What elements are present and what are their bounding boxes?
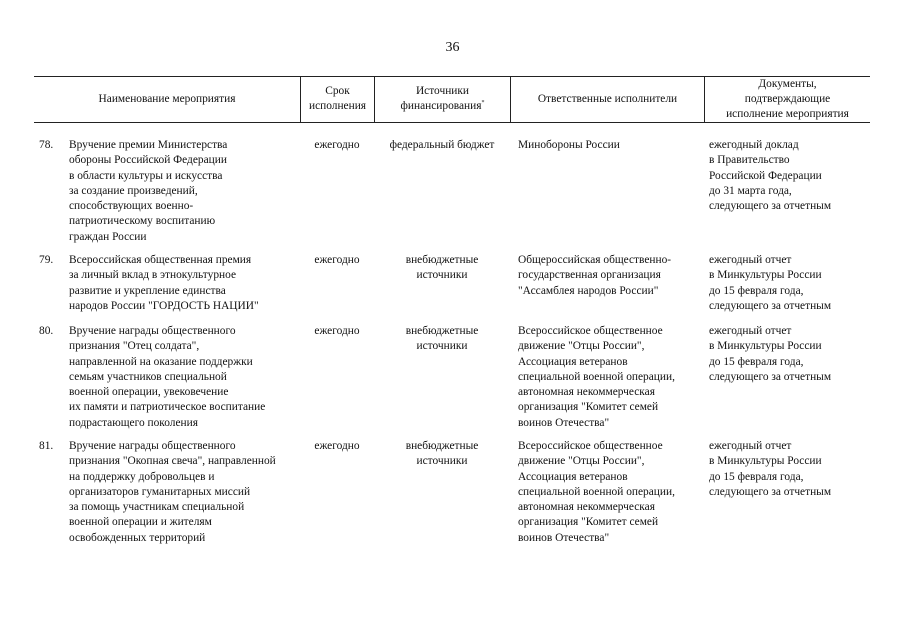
row-name: Вручение премии Министерства обороны Российской Федерации в области культуры и искусства за создание произведений, способствующих военно- патриотическому воспитанию граждан России: [69, 139, 228, 243]
row-deadline: ежегодно: [314, 325, 360, 337]
row-deadline: ежегодно: [314, 440, 360, 452]
header-bottom-rule: [34, 122, 870, 123]
row-documents: ежегодный отчет в Минкультуры России до 15 февраля года, следующего за отчетным: [709, 440, 832, 498]
row-executors: Всероссийское общественное движение "Отцы России", Ассоциация ветеранов специальной военной операции, автономная некоммерческая организация "Комитет семей воинов Отечества": [518, 440, 675, 544]
row-deadline: ежегодно: [314, 139, 360, 151]
header-funding-label: Источники финансирования: [400, 85, 482, 112]
row-funding: федеральный бюджет: [389, 139, 495, 151]
header-executors: Ответственные исполнители: [537, 92, 678, 105]
row-name: Всероссийская общественная премия за личный вклад в этнокультурное развитие и укрепление единства народов России "ГОРДОСТЬ НАЦИИ": [69, 254, 259, 312]
row-funding: внебюджетные источники: [405, 254, 479, 282]
header-name: Наименование мероприятия: [98, 92, 236, 105]
header-deadline: Срок исполнения: [308, 85, 367, 112]
page-number: 36: [445, 40, 460, 55]
row-number: 78.: [39, 139, 54, 151]
footnote-mark: *: [481, 100, 485, 107]
row-funding: внебюджетные источники: [405, 325, 479, 353]
row-name: Вручение награды общественного признания "Окопная свеча", направленной на поддержку добровольцев и организаторов гуманитарных миссий за помощь участникам специальной военной операции и жителям освобожденных территорий: [69, 440, 276, 544]
row-documents: ежегодный доклад в Правительство Российской Федерации до 31 марта года, следующего за отчетным: [709, 139, 832, 213]
header-funding: [375, 76, 510, 122]
row-executors: Всероссийское общественное движение "Отцы России", Ассоциация ветеранов специальной военной операции, автономная некоммерческая организация "Комитет семей воинов Отечества": [518, 325, 675, 429]
row-executors: Минобороны России: [518, 139, 620, 151]
row-number: 80.: [39, 325, 54, 337]
row-executors: Общероссийская общественно- государственная организация "Ассамблея народов России": [518, 254, 672, 297]
row-number: 79.: [39, 254, 54, 266]
row-documents: ежегодный отчет в Минкультуры России до 15 февраля года, следующего за отчетным: [709, 254, 832, 312]
header-documents: Документы, подтверждающие исполнение мероприятия: [726, 77, 849, 120]
row-name: Вручение награды общественного признания "Отец солдата", направленной на оказание поддержки семьям участников специальной военной операции, увековечение их памяти и патриотическое воспитание подрастающего поколения: [69, 325, 266, 429]
row-funding: внебюджетные источники: [405, 440, 479, 468]
row-deadline: ежегодно: [314, 254, 360, 266]
row-number: 81.: [39, 440, 54, 452]
row-documents: ежегодный отчет в Минкультуры России до 15 февраля года, следующего за отчетным: [709, 325, 832, 383]
